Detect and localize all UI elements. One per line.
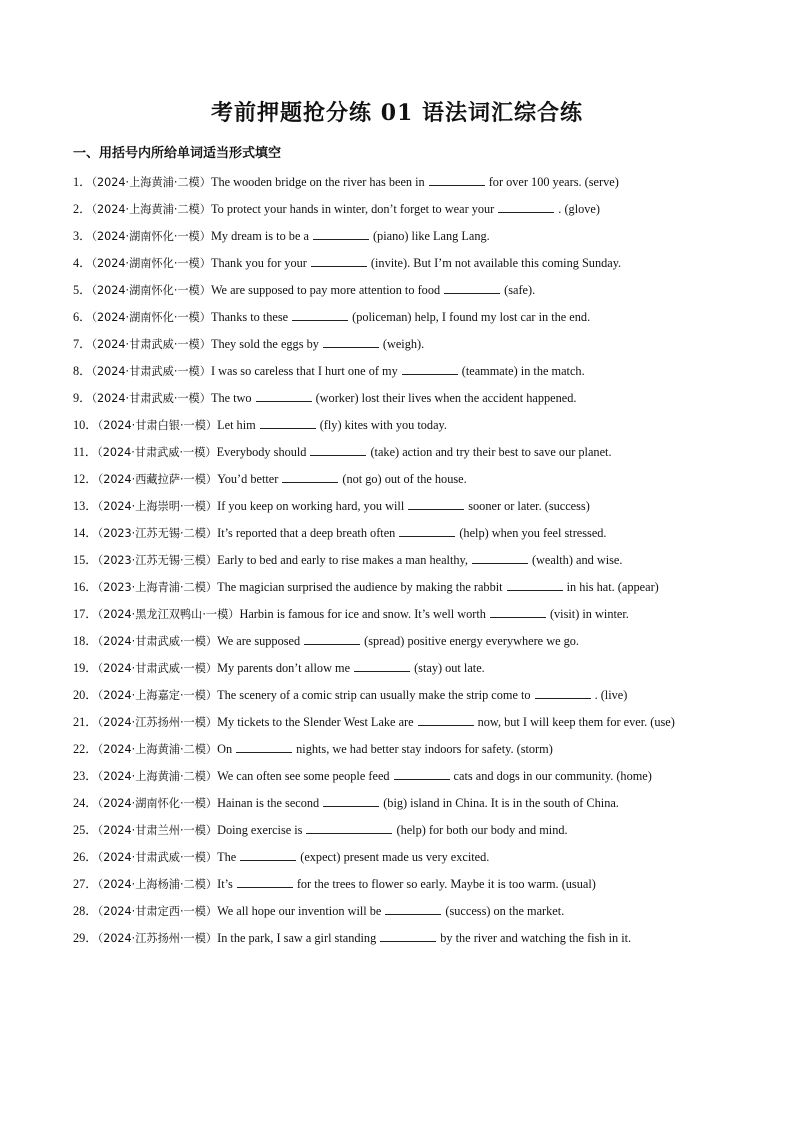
question-text-after: (wealth) and wise. — [531, 553, 623, 567]
question-text-before: The — [217, 850, 237, 864]
question-text-after: (visit) in winter. — [549, 607, 629, 621]
question-source: （2024·上海黄浦·二模） — [91, 176, 211, 189]
question-item — [73, 817, 718, 844]
question-number: 25． — [73, 823, 98, 837]
question-item — [73, 709, 718, 736]
question-number: 26． — [73, 850, 98, 864]
question-text-after: (big) island in China. It is in the south of China. — [383, 796, 619, 810]
question-text-after: . (glove) — [558, 202, 600, 216]
question-text-before: The scenery of a comic strip can usually make the strip come to — [217, 688, 531, 702]
question-source: （2024·甘肃白银·一模） — [97, 419, 218, 432]
question-source: （2023·上海青浦·二模） — [97, 581, 218, 594]
answer-blank[interactable] — [323, 335, 379, 348]
question-source: （2024·西藏拉萨·一模） — [97, 473, 218, 486]
question-number: 29． — [73, 931, 98, 945]
question-text-before: The magician surprised the audience by making the rabbit — [217, 580, 503, 594]
question-text-before: They sold the eggs by — [210, 337, 319, 351]
question-text-after: (expect) present made us very excited. — [300, 850, 490, 864]
question-item — [73, 331, 718, 358]
answer-blank[interactable] — [260, 416, 316, 429]
question-number: 10． — [73, 418, 98, 432]
answer-blank[interactable] — [256, 389, 312, 402]
question-item — [73, 250, 718, 277]
answer-blank[interactable] — [236, 740, 292, 753]
question-number: 23． — [73, 769, 98, 783]
question-source: （2023·江苏无锡·三模） — [97, 554, 218, 567]
question-text-before: On — [217, 742, 233, 756]
answer-blank[interactable] — [535, 686, 591, 699]
question-item — [73, 844, 718, 871]
question-source: （2024·上海黄浦·二模） — [97, 770, 218, 783]
answer-blank[interactable] — [385, 902, 441, 915]
question-source: （2024·上海黄浦·二模） — [91, 203, 211, 216]
answer-blank[interactable] — [472, 551, 528, 564]
question-item — [73, 898, 718, 925]
question-text-after: (help) for both our body and mind. — [396, 823, 568, 837]
question-item — [73, 871, 718, 898]
question-text-after: now, but I will keep them for ever. (use) — [477, 715, 675, 729]
answer-blank[interactable] — [306, 821, 392, 834]
question-number: 22． — [73, 742, 98, 756]
question-number: 14． — [73, 526, 98, 540]
answer-blank[interactable] — [304, 632, 360, 645]
question-source: （2024·甘肃武威·一模） — [97, 851, 218, 864]
question-source: （2024·湖南怀化·一模） — [97, 797, 218, 810]
question-text-before: We are supposed — [217, 634, 301, 648]
question-number: 27． — [73, 877, 98, 891]
question-item — [73, 601, 718, 628]
question-number: 11． — [73, 445, 98, 459]
question-number: 16． — [73, 580, 98, 594]
question-text-after: sooner or later. (success) — [468, 499, 590, 513]
question-item — [73, 628, 718, 655]
question-text-after: (help) when you feel stressed. — [459, 526, 607, 540]
question-source: （2024·甘肃武威·一模） — [91, 392, 211, 405]
question-text-after: (teammate) in the match. — [461, 364, 585, 378]
section-heading: 一、用括号内所给单词适当形式填空 — [73, 146, 282, 161]
answer-blank[interactable] — [380, 929, 436, 942]
question-text-before: Everybody should — [216, 445, 307, 459]
answer-blank[interactable] — [408, 497, 464, 510]
question-item — [73, 547, 718, 574]
answer-blank[interactable] — [429, 173, 485, 186]
question-source: （2024·湖南怀化·一模） — [91, 311, 211, 324]
question-item — [73, 439, 718, 466]
question-text-after: nights, we had better stay indoors for safety. (storm) — [296, 742, 553, 756]
question-text-before: I was so careless that I hurt one of my — [210, 364, 398, 378]
question-source: （2024·甘肃武威·一模） — [97, 662, 218, 675]
question-item — [73, 466, 718, 493]
question-source: （2024·江苏扬州·一模） — [97, 716, 218, 729]
question-source: （2024·甘肃定西·一模） — [97, 905, 218, 918]
answer-blank[interactable] — [311, 254, 367, 267]
question-number: 18． — [73, 634, 98, 648]
question-text-before: The two — [210, 391, 252, 405]
question-number: 15． — [73, 553, 98, 567]
question-number: 12． — [73, 472, 98, 486]
answer-blank[interactable] — [507, 578, 563, 591]
question-number: 8． — [73, 364, 92, 378]
answer-blank[interactable] — [292, 308, 348, 321]
answer-blank[interactable] — [490, 605, 546, 618]
answer-blank[interactable] — [237, 875, 293, 888]
question-item — [73, 412, 718, 439]
question-item — [73, 520, 718, 547]
answer-blank[interactable] — [354, 659, 410, 672]
answer-blank[interactable] — [313, 227, 369, 240]
question-text-before: My tickets to the Slender West Lake are — [217, 715, 414, 729]
question-text-after: . (live) — [594, 688, 628, 702]
question-number: 4． — [73, 256, 92, 270]
question-text-before: You’d better — [217, 472, 279, 486]
question-item — [73, 736, 718, 763]
question-text-before: In the park, I saw a girl standing — [217, 931, 377, 945]
question-item — [73, 304, 718, 331]
answer-blank[interactable] — [323, 794, 379, 807]
question-item — [73, 358, 718, 385]
question-number: 17． — [73, 607, 98, 621]
question-text-after: (worker) lost their lives when the accident happened. — [315, 391, 577, 405]
answer-blank[interactable] — [394, 767, 450, 780]
question-source: （2024·上海杨浦·二模） — [97, 878, 218, 891]
question-text-before: Thanks to these — [210, 310, 289, 324]
question-number: 2． — [73, 202, 92, 216]
question-source: （2024·湖南怀化·一模） — [91, 257, 211, 270]
question-item — [73, 682, 718, 709]
question-item — [73, 196, 718, 223]
question-text-after: in his hat. (appear) — [566, 580, 659, 594]
question-source: （2024·黑龙江双鸭山·一模） — [97, 608, 240, 621]
question-text-before: Thank you for your — [210, 256, 307, 270]
question-text-after: for the trees to flower so early. Maybe it is too warm. (usual) — [296, 877, 596, 891]
answer-blank[interactable] — [418, 713, 474, 726]
question-text-before: The wooden bridge on the river has been in — [210, 175, 425, 189]
question-source: （2023·江苏无锡·二模） — [97, 527, 218, 540]
question-text-after: (spread) positive energy everywhere we go. — [364, 634, 579, 648]
question-source: （2024·上海嘉定·一模） — [97, 689, 218, 702]
question-text-after: by the river and watching the fish in it. — [440, 931, 632, 945]
answer-blank[interactable] — [240, 848, 296, 861]
question-source: （2024·甘肃武威·一模） — [91, 365, 211, 378]
question-source: （2024·湖南怀化·一模） — [91, 230, 211, 243]
question-number: 3． — [73, 229, 92, 243]
question-text-before: Harbin is famous for ice and snow. It’s well worth — [239, 607, 486, 621]
question-number: 21． — [73, 715, 98, 729]
question-source: （2024·甘肃武威·一模） — [91, 338, 211, 351]
question-number: 7． — [73, 337, 92, 351]
question-number: 1． — [73, 175, 92, 189]
answer-blank[interactable] — [282, 470, 338, 483]
question-text-after: (safe). — [504, 283, 536, 297]
answer-blank[interactable] — [399, 524, 455, 537]
question-text-before: Let him — [217, 418, 256, 432]
question-item — [73, 169, 718, 196]
question-text-after: (not go) out of the house. — [342, 472, 467, 486]
question-source: （2024·甘肃武威·一模） — [97, 446, 217, 459]
question-text-before: Doing exercise is — [217, 823, 303, 837]
question-number: 28． — [73, 904, 98, 918]
question-source: （2024·甘肃兰州·一模） — [97, 824, 218, 837]
question-text-before: We can often see some people feed — [217, 769, 390, 783]
answer-blank[interactable] — [402, 362, 458, 375]
question-item — [73, 385, 718, 412]
question-number: 20． — [73, 688, 98, 702]
question-text-after: for over 100 years. (serve) — [488, 175, 619, 189]
question-source: （2024·上海崇明·一模） — [97, 500, 218, 513]
question-text-before: To protect your hands in winter, don’t forget to wear your — [210, 202, 495, 216]
question-item — [73, 763, 718, 790]
question-source: （2024·江苏扬州·一模） — [97, 932, 218, 945]
page-title: 考前押题抢分练 01 语法词汇综合练 — [211, 100, 583, 126]
question-text-before: It’s reported that a deep breath often — [217, 526, 396, 540]
question-text-before: We all hope our invention will be — [217, 904, 382, 918]
answer-blank[interactable] — [444, 281, 500, 294]
question-text-before: We are supposed to pay more attention to food — [210, 283, 441, 297]
question-item — [73, 277, 718, 304]
question-item — [73, 655, 718, 682]
question-item — [73, 574, 718, 601]
question-text-after: (take) action and try their best to save our planet. — [370, 445, 612, 459]
question-text-before: It’s — [217, 877, 233, 891]
question-item — [73, 223, 718, 250]
question-text-before: Early to bed and early to rise makes a man healthy, — [217, 553, 468, 567]
question-number: 5． — [73, 283, 92, 297]
question-text-after: (weigh). — [382, 337, 425, 351]
question-text-after: (invite). But I’m not available this coming Sunday. — [370, 256, 622, 270]
answer-blank[interactable] — [498, 200, 554, 213]
question-text-before: Hainan is the second — [217, 796, 320, 810]
question-number: 19． — [73, 661, 98, 675]
question-number: 24． — [73, 796, 98, 810]
question-number: 13． — [73, 499, 98, 513]
question-text-after: cats and dogs in our community. (home) — [453, 769, 652, 783]
question-text-before: My dream is to be a — [210, 229, 309, 243]
question-text-before: If you keep on working hard, you will — [217, 499, 405, 513]
question-text-after: (piano) like Lang Lang. — [372, 229, 490, 243]
question-item — [73, 790, 718, 817]
question-number: 6． — [73, 310, 92, 324]
question-text-after: (success) on the market. — [445, 904, 565, 918]
answer-blank[interactable] — [310, 443, 366, 456]
question-text-after: (policeman) help, I found my lost car in the end. — [352, 310, 591, 324]
question-source: （2024·上海黄浦·二模） — [97, 743, 218, 756]
question-number: 9． — [73, 391, 92, 405]
question-text-before: My parents don’t allow me — [217, 661, 351, 675]
question-text-after: (fly) kites with you today. — [319, 418, 447, 432]
question-item — [73, 925, 718, 952]
question-list — [73, 169, 718, 952]
question-item — [73, 493, 718, 520]
question-source: （2024·甘肃武威·一模） — [97, 635, 218, 648]
question-source: （2024·湖南怀化·一模） — [91, 284, 211, 297]
question-text-after: (stay) out late. — [414, 661, 485, 675]
